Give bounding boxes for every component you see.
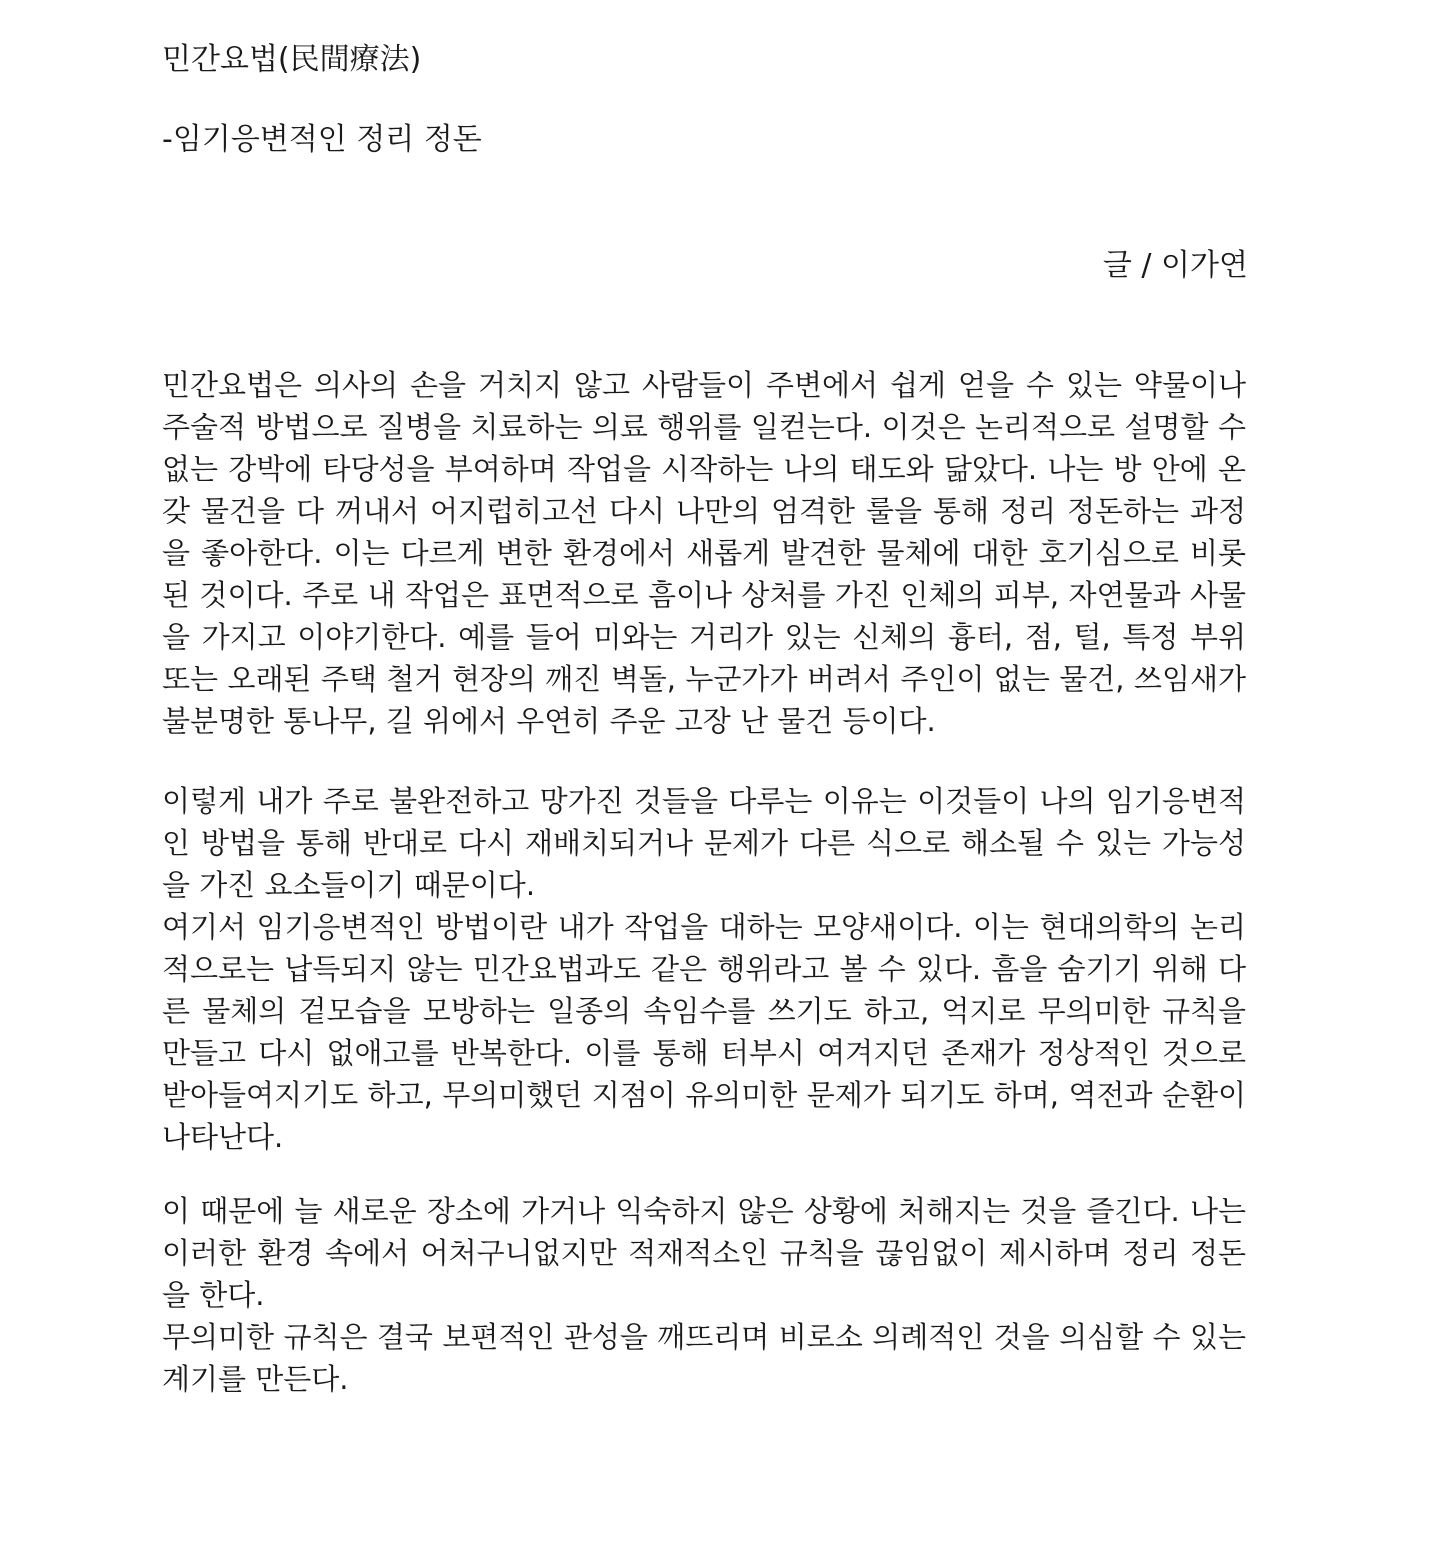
paragraph-1: 민간요법은 의사의 손을 거치지 않고 사람들이 주변에서 쉽게 얻을 수 있는 약물이나 주술적 방법으로 질병을 치료하는 의료 행위를 일컫는다. 이것은 논리적으로 설명할 수 없는 강박에 타당성을 부여하며 작업을 시작하는 나의 태도와 닮았다. 나는 방 안에 온갖 물건을 다 꺼내서 어지럽히고선 다시 나만의 엄격한 룰을 통해 정리 정돈하는 과정을 좋아한다. 이는 다르게 변한 환경에서 새롭게 발견한 물체에 대한 호기심으로 비롯된 것이다. 주로 내 작업은 표면적으로 흠이나 상처를 가진 인체의 피부, 자연물과 사물을 가지고 이야기한다. 예를 들어 미와는 거리가 있는 신체의 흉터, 점, 털, 특정 부위 또는 오래된 주택 철거 현장의 깨진 벽돌, 누군가가 버려서 주인이 없는 물건, 쓰임새가 불분명한 통나무, 길 위에서 우연히 주운 고장 난 물건 등이다. bbox=[162, 368, 1246, 738]
document-title: 민간요법(民間療法) bbox=[162, 42, 422, 77]
paragraph-group-3 bbox=[162, 1190, 1246, 1400]
paragraph-2: 이렇게 내가 주로 불완전하고 망가진 것들을 다루는 이유는 이것들이 나의 임기응변적인 방법을 통해 반대로 다시 재배치되거나 문제가 다른 식으로 해소될 수 있는 가능성을 가진 요소들이기 때문이다. bbox=[162, 784, 1246, 902]
document-subtitle: -임기응변적인 정리 정돈 bbox=[162, 122, 482, 157]
paragraph-4: 이 때문에 늘 새로운 장소에 가거나 익숙하지 않은 상황에 처해지는 것을 즐긴다. 나는 이러한 환경 속에서 어처구니없지만 적재적소인 규칙을 끊임없이 제시하며 정리 정돈을 한다. bbox=[162, 1194, 1246, 1312]
paragraph-5: 무의미한 규칙은 결국 보편적인 관성을 깨뜨리며 비로소 의례적인 것을 의심할 수 있는 계기를 만든다. bbox=[162, 1320, 1246, 1396]
paragraph-group-2 bbox=[162, 780, 1246, 1158]
paragraph-3: 여기서 임기응변적인 방법이란 내가 작업을 대하는 모양새이다. 이는 현대의학의 논리적으로는 납득되지 않는 민간요법과도 같은 행위라고 볼 수 있다. 흠을 숨기기 위해 다른 물체의 겉모습을 모방하는 일종의 속임수를 쓰기도 하고, 억지로 무의미한 규칙을 만들고 다시 없애고를 반복한다. 이를 통해 터부시 여겨지던 존재가 정상적인 것으로 받아들여지기도 하고, 무의미했던 지점이 유의미한 문제가 되기도 하며, 역전과 순환이 나타난다. bbox=[162, 910, 1246, 1154]
author-byline: 글 / 이가연 bbox=[1102, 248, 1248, 283]
